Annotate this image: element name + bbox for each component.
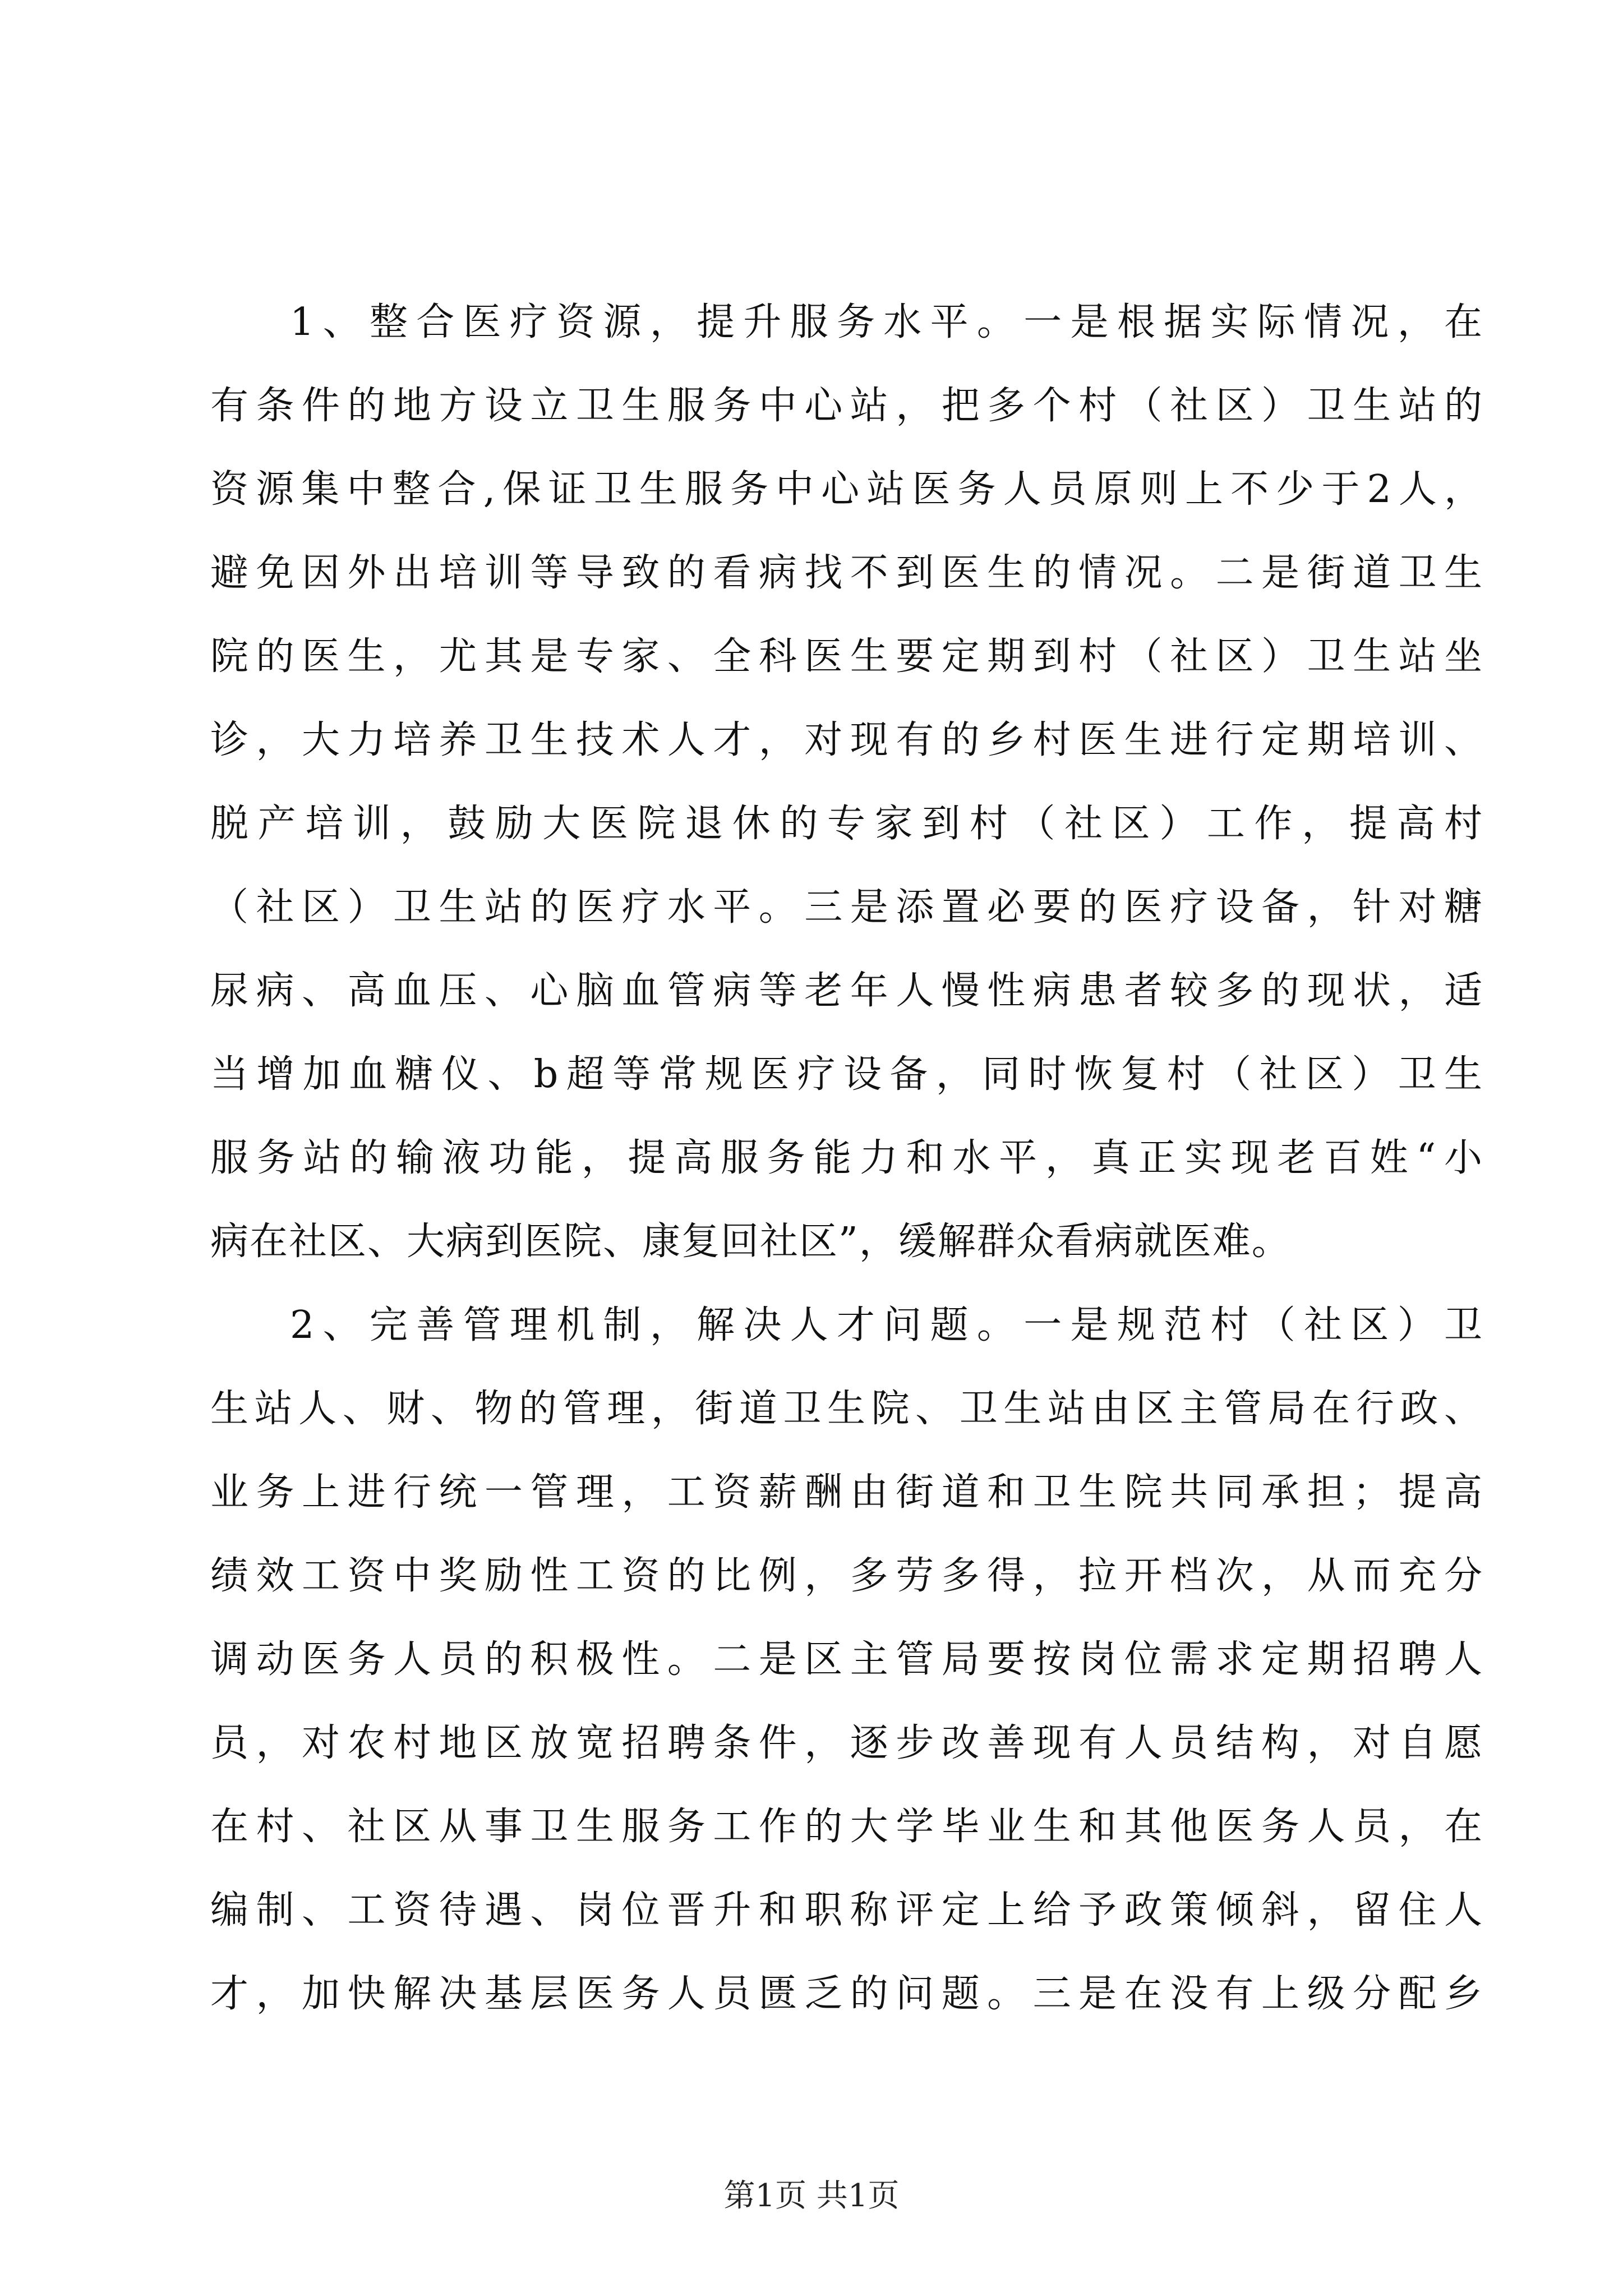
- paragraph-2-line-7: 在村、社区从事卫生服务工作的大学毕业生和其他医务人员，在: [210, 1805, 1483, 1849]
- paragraph-1-line-7: 脱产培训，鼓励大医院退休的专家到村（社区）工作，提高村: [210, 802, 1483, 846]
- paragraph-2-line-5: 调动医务人员的积极性。二是区主管局要按岗位需求定期招聘人: [210, 1637, 1483, 1682]
- document-body: [210, 280, 1483, 2036]
- paragraph-1-line-6: 诊，大力培养卫生技术人才，对现有的乡村医生进行定期培训、: [210, 718, 1483, 762]
- paragraph-2-line-2: 生站人、财、物的管理，街道卫生院、卫生站由区主管局在行政、: [210, 1387, 1483, 1431]
- paragraph-1-line-1: 1、整合医疗资源，提升服务水平。一是根据实际情况，在: [290, 300, 1483, 344]
- paragraph-1-line-10: 当增加血糖仪、b超等常规医疗设备，同时恢复村（社区）卫生: [210, 1052, 1483, 1097]
- paragraph-1-line-4: 避免因外出培训等导致的看病找不到医生的情况。二是街道卫生: [210, 551, 1483, 595]
- page-number-footer: 第1页 共1页: [723, 2178, 900, 2214]
- paragraph-2-line-4: 绩效工资中奖励性工资的比例，多劳多得，拉开档次，从而充分: [210, 1554, 1483, 1598]
- paragraph-2-line-3: 业务上进行统一管理，工资薪酬由街道和卫生院共同承担；提高: [210, 1470, 1483, 1515]
- paragraph-1-line-12: 病在社区、大病到医院、康复回社区”，缓解群众看病就医难。: [210, 1220, 1291, 1264]
- paragraph-2-line-1: 2、完善管理机制，解决人才问题。一是规范村（社区）卫: [290, 1303, 1483, 1347]
- paragraph-1-line-3: 资源集中整合,保证卫生服务中心站医务人员原则上不少于2人，: [210, 467, 1483, 512]
- paragraph-2-line-8: 编制、工资待遇、岗位晋升和职称评定上给予政策倾斜，留住人: [210, 1888, 1483, 1932]
- paragraph-2-line-6: 员，对农村地区放宽招聘条件，逐步改善现有人员结构，对自愿: [210, 1721, 1483, 1765]
- paragraph-1-line-11: 服务站的输液功能，提高服务能力和水平，真正实现老百姓“小: [210, 1136, 1483, 1180]
- paragraph-2-line-9: 才，加快解决基层医务人员匮乏的问题。三是在没有上级分配乡: [210, 1972, 1483, 2016]
- paragraph-1-line-9: 尿病、高血压、心脑血管病等老年人慢性病患者较多的现状，适: [210, 969, 1483, 1013]
- paragraph-1-line-8: （社区）卫生站的医疗水平。三是添置必要的医疗设备，针对糖: [210, 885, 1483, 930]
- paragraph-1-line-2: 有条件的地方设立卫生服务中心站，把多个村（社区）卫生站的: [210, 384, 1483, 428]
- paragraph-1-line-5: 院的医生，尤其是专家、全科医生要定期到村（社区）卫生站坐: [210, 634, 1483, 679]
